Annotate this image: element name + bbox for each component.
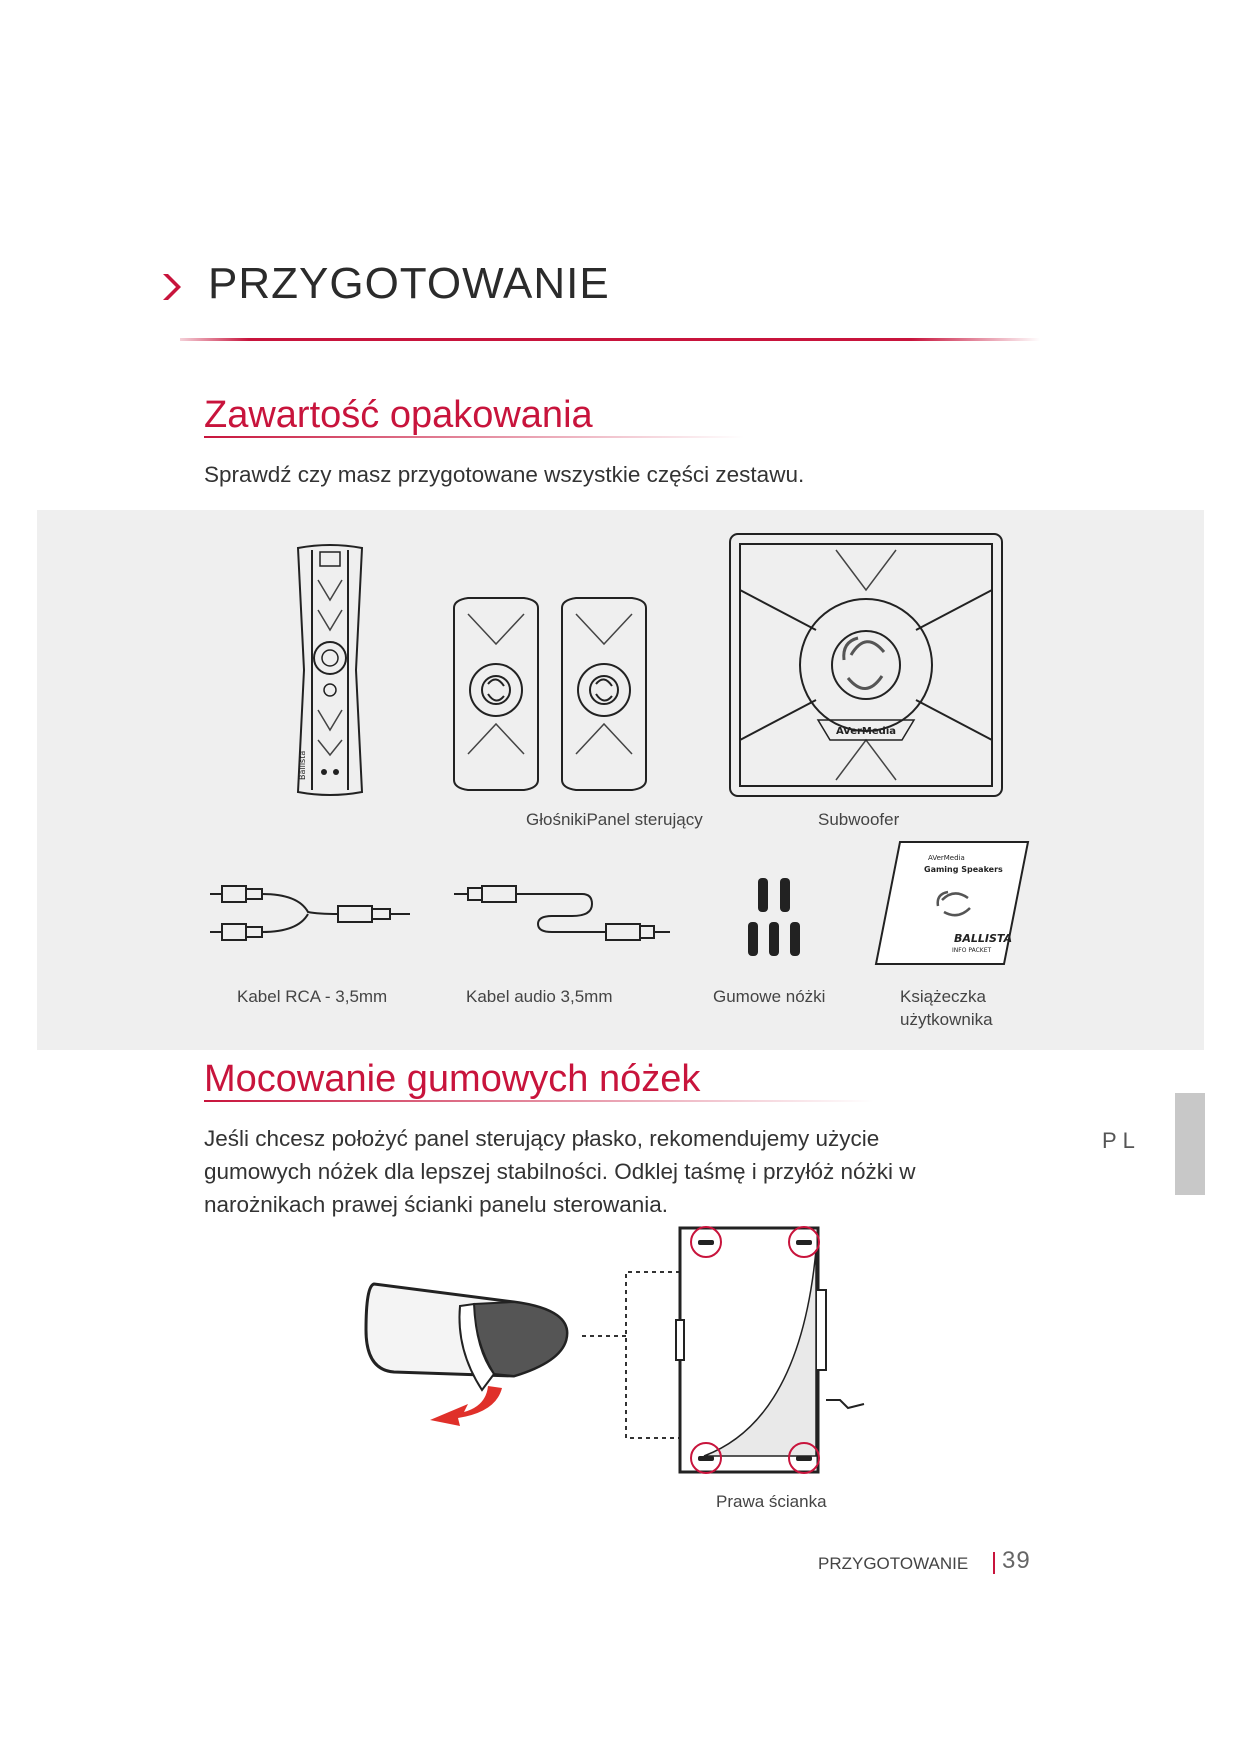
rubber-feet-image (742, 876, 808, 960)
subwoofer-image (726, 530, 1006, 800)
manual-line1: Gaming Speakers (924, 865, 1003, 874)
audio-cable-image (452, 876, 678, 952)
caption-audio-cable: Kabel audio 3,5mm (466, 987, 613, 1006)
caption-rca-cable: Kabel RCA - 3,5mm (237, 987, 388, 1006)
title-divider (180, 338, 1040, 341)
caption-right-side: Prawa ścianka (716, 1492, 827, 1511)
control-panel-image (290, 540, 370, 800)
user-manual-image (872, 838, 1032, 968)
page-title: PRZYGOTOWANIE (208, 259, 610, 308)
page-number: 39 (1002, 1547, 1031, 1574)
right-side-diagram (620, 1220, 910, 1490)
feet-text-line1: Jeśli chcesz położyć panel sterujący płasko, rekomendujemy użycie (204, 1126, 880, 1151)
peel-foot-image (364, 1280, 574, 1430)
feet-text-line2: gumowych nóżek dla lepszej stabilności. Odklej taśmę i przyłóż nóżki w (204, 1159, 916, 1184)
svg-text:Ballista: Ballista (298, 750, 307, 780)
manual-logo: BALLISTA (954, 932, 1013, 945)
section-divider (204, 1100, 874, 1102)
rca-cable-image (208, 876, 418, 952)
language-label: PL (1102, 1128, 1141, 1153)
contents-intro: Sprawdź czy masz przygotowane wszystkie części zestawu. (204, 462, 805, 487)
chevron-right-icon (160, 272, 182, 302)
caption-subwoofer: Subwoofer (818, 810, 900, 829)
section-heading-feet: Mocowanie gumowych nóżek (204, 1058, 701, 1100)
manual-brand: AVerMedia (928, 854, 965, 862)
section-divider (204, 436, 744, 438)
speakers-image (448, 594, 648, 794)
footer-section: PRZYGOTOWANIE (818, 1554, 969, 1573)
caption-speakers-panel: GłośnikiPanel sterujący (526, 810, 703, 829)
caption-manual-line2: użytkownika (900, 1010, 993, 1029)
caption-rubber-feet: Gumowe nóżki (713, 987, 826, 1006)
language-tab (1175, 1093, 1205, 1195)
subwoofer-brand: AVerMedia (835, 726, 897, 737)
manual-line2: INFO PACKET (952, 947, 992, 954)
caption-manual-line1: Książeczka (900, 987, 986, 1006)
feet-text-line3: narożnikach prawej ścianki panelu sterowania. (204, 1192, 669, 1217)
section-heading-contents: Zawartość opakowania (204, 394, 593, 436)
footer-divider (993, 1552, 995, 1574)
